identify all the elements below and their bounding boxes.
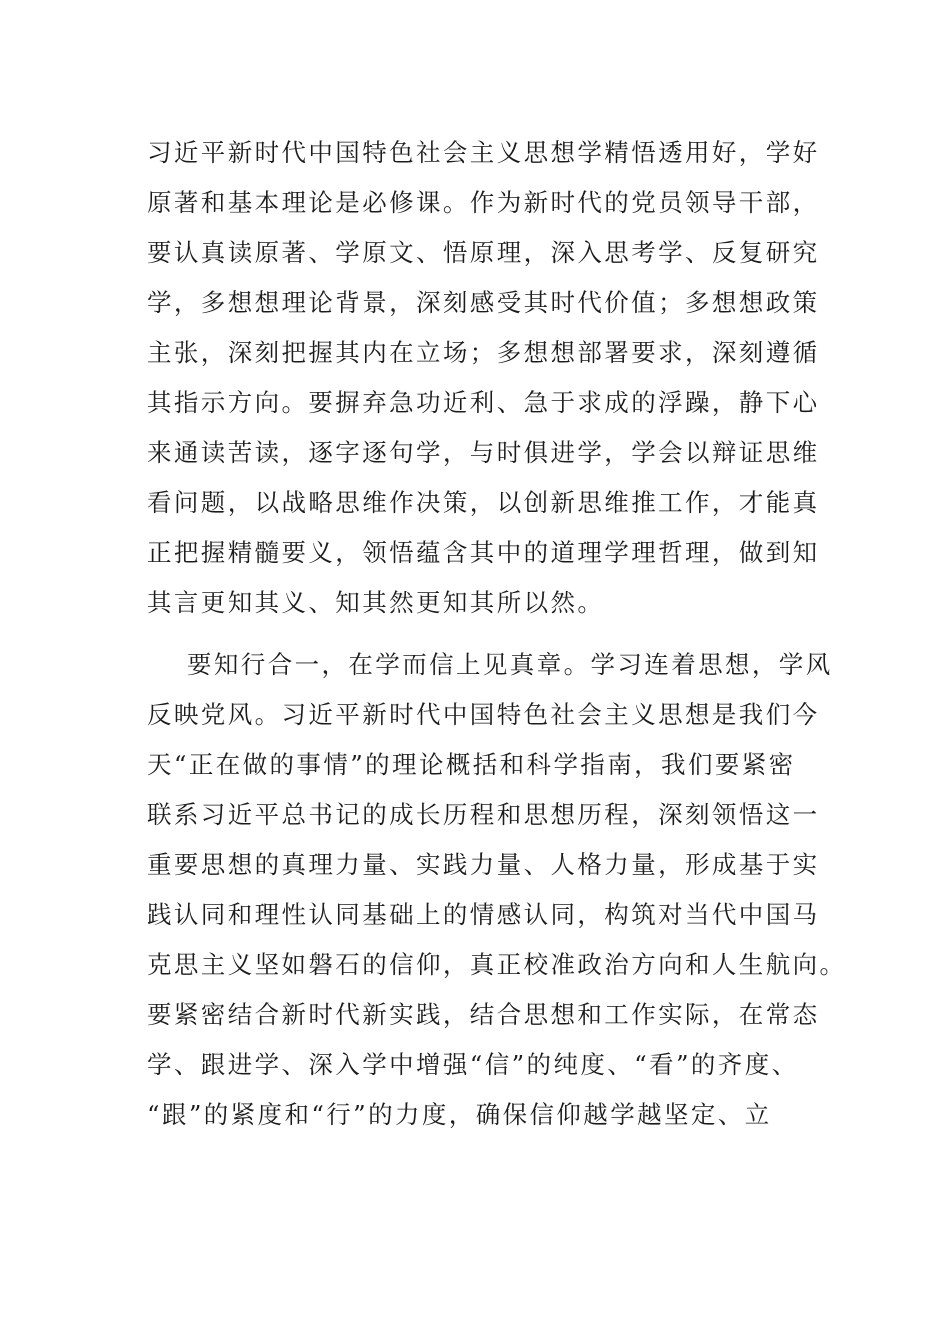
text-line: 重要思想的真理力量、实践力量、人格力量，形成基于实 [147, 850, 820, 879]
text-line: 原著和基本理论是必修课。作为新时代的党员领导干部， [147, 188, 820, 217]
text-line: 反映党风。习近平新时代中国特色社会主义思想是我们今 [147, 700, 820, 729]
text-line: 学，多想想理论背景，深刻感受其时代价值；多想想政策 [147, 288, 820, 317]
text-line: 学、跟进学、深入学中增强“信”的纯度、“看”的齐度、 [147, 1050, 799, 1079]
text-line: 克思主义坚如磐石的信仰，真正校准政治方向和人生航向。 [147, 950, 847, 979]
text-line: 其言更知其义、知其然更知其所以然。 [147, 588, 605, 617]
text-line: 来通读苦读，逐字逐句学，与时俱进学，学会以辩证思维 [147, 438, 820, 467]
text-line: 主张，深刻把握其内在立场；多想想部署要求，深刻遵循 [147, 338, 820, 367]
text-line: 天“正在做的事情”的理论概括和科学指南，我们要紧密 [147, 750, 796, 779]
text-line: 看问题，以战略思维作决策，以创新思维推工作，才能真 [147, 488, 820, 517]
paragraph-unity-of-knowing-and-doing [147, 640, 847, 1140]
text-line: 践认同和理性认同基础上的情感认同，构筑对当代中国马 [147, 900, 820, 929]
text-line: 要紧密结合新时代新实践，结合思想和工作实际，在常态 [147, 1000, 820, 1029]
text-line: “跟”的紧度和“行”的力度，确保信仰越学越坚定、立 [147, 1100, 772, 1129]
text-line-indented: 要知行合一，在学而信上见真章。学习连着思想，学风 [187, 650, 833, 679]
text-line: 正把握精髓要义，领悟蕴含其中的道理学理哲理，做到知 [147, 538, 820, 567]
paragraph-study-originals [147, 128, 827, 628]
text-line: 习近平新时代中国特色社会主义思想学精悟透用好，学好 [147, 138, 820, 167]
text-line: 其指示方向。要摒弃急功近利、急于求成的浮躁，静下心 [147, 388, 820, 417]
text-line: 要认真读原著、学原文、悟原理，深入思考学、反复研究 [147, 238, 820, 267]
text-line: 联系习近平总书记的成长历程和思想历程，深刻领悟这一 [147, 800, 820, 829]
